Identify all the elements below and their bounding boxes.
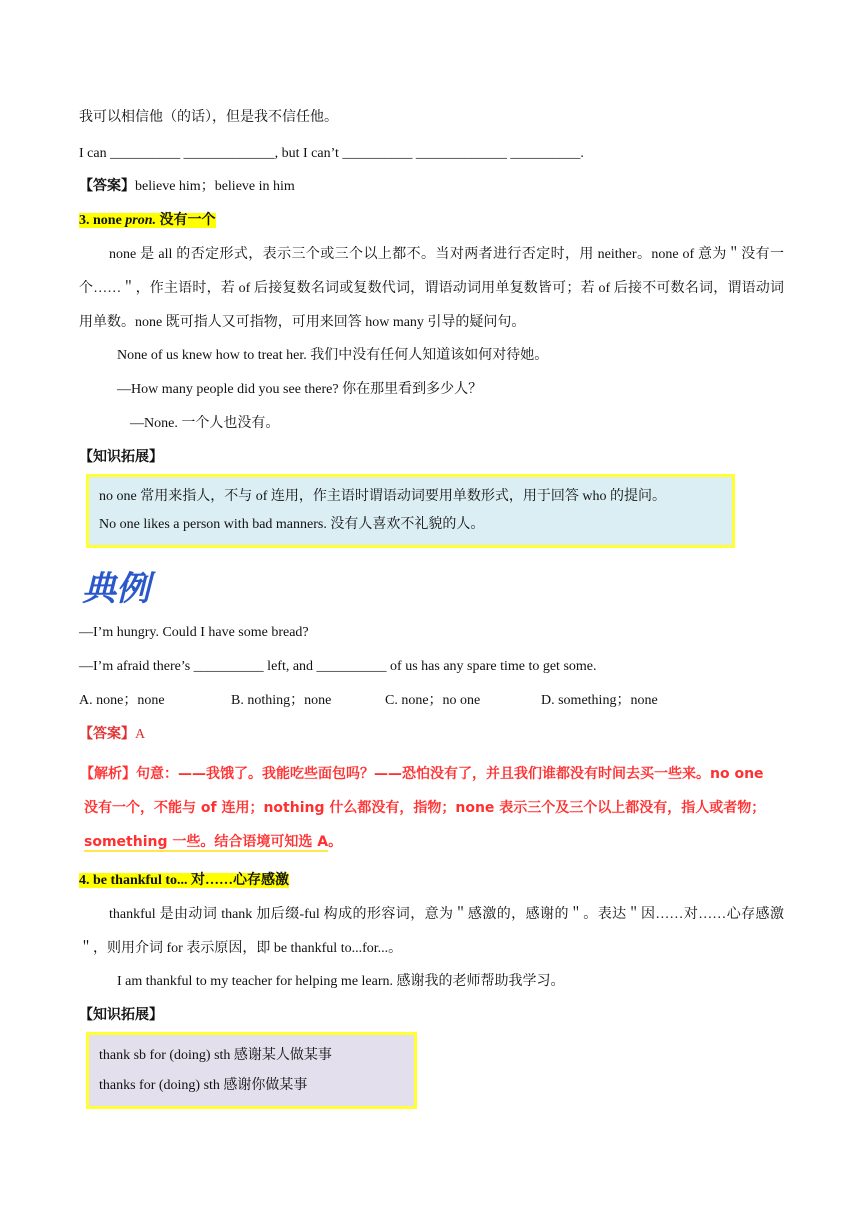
analysis-line-2: 没有一个，不能与 of 连用；nothing 什么都没有，指物；none 表示三个及三个以上都没有，指人或者物； xyxy=(84,800,766,816)
extension-box-2-line-2: thanks for (doing) sth 感谢你做某事 xyxy=(99,1078,308,1093)
heading-pos: pron. xyxy=(125,213,157,228)
exercise-answer-text: A xyxy=(135,727,146,742)
exercise-q1: —I’m hungry. Could I have some bread? xyxy=(79,625,309,640)
thankful-explanation: thankful 是由动词 thank 加后缀-ful 构成的形容词，意为＂感激的，感谢的＂。表达＂因……对……心存感激＂，则用介词 for 表示原因，即 be thankful to...for...。 xyxy=(79,907,784,956)
extension-line-2: No one likes a person with bad manners. 没有人喜欢不礼貌的人。 xyxy=(99,517,485,532)
option-b: B. nothing；none xyxy=(231,693,332,708)
answer-text: believe him；believe in him xyxy=(135,179,295,194)
extension-label-2: 【知识拓展】 xyxy=(79,1008,163,1023)
example-1: None of us knew how to treat her. 我们中没有任何人知道该如何对待她。 xyxy=(117,348,549,363)
section-4-heading xyxy=(79,871,289,891)
extension-line-1: no one 常用来指人，不与 of 连用，作主语时谓语动词要用单数形式，用于回答 who 的提问。 xyxy=(99,489,666,504)
heading-num: 3. none xyxy=(79,213,126,228)
heading-cn: 没有一个 xyxy=(156,213,216,228)
analysis-block xyxy=(80,757,792,859)
extension-box-blue xyxy=(86,474,735,548)
example-logo-text: 典例 xyxy=(82,569,150,609)
sentence-en-blank: I can __________ _____________, but I can’t __________ _____________ __________. xyxy=(79,146,584,161)
exercise-q2: —I’m afraid there’s __________ left, and __________ of us has any spare time to get some. xyxy=(79,659,597,674)
option-a: A. none；none xyxy=(79,693,165,708)
extension-box-purple xyxy=(86,1032,417,1109)
thankful-example: I am thankful to my teacher for helping me learn. 感谢我的老师帮助我学习。 xyxy=(117,974,565,989)
answer-label: 【答案】 xyxy=(79,179,135,194)
option-d: D. something；none xyxy=(541,693,658,708)
analysis-line-3-underlined: something 一些。结合语境可知选 A xyxy=(84,834,329,850)
section-3-heading xyxy=(79,211,216,231)
exercise-answer xyxy=(79,725,145,745)
exercise-answer-label: 【答案】 xyxy=(79,727,135,742)
extension-label: 【知识拓展】 xyxy=(79,450,163,465)
example-3: —None. 一个人也没有。 xyxy=(130,416,280,431)
analysis-line-3-end: 。 xyxy=(328,834,343,850)
option-c: C. none；no one xyxy=(385,693,481,708)
answer-line xyxy=(79,177,295,197)
example-2: —How many people did you see there? 你在那里看到多少人？ xyxy=(117,382,483,397)
analysis-line-3 xyxy=(80,825,792,859)
section-4-heading-text: 4. be thankful to... 对……心存感激 xyxy=(79,873,290,888)
example-logo-icon xyxy=(80,564,166,610)
none-explanation: none 是 all 的否定形式，表示三个或三个以上都不。当对两者进行否定时，用 neither。none of 意为＂没有一个……＂，作主语时，若 of 后接复数名词或复数代词，谓语动词用单复数皆可；若 of 后接不可数名词，谓语动词用单数。none 既可指人又可指物，可用来回答 how many 引导的疑问句。 xyxy=(79,247,784,330)
analysis-line-1: 【解析】句意：——我饿了。我能吃些面包吗？——恐怕没有了，并且我们谁都没有时间去买一些来。no one xyxy=(80,766,764,782)
sentence-cn: 我可以相信他（的话），但是我不信任他。 xyxy=(79,110,338,125)
extension-box-2-line-1: thank sb for (doing) sth 感谢某人做某事 xyxy=(99,1048,332,1063)
